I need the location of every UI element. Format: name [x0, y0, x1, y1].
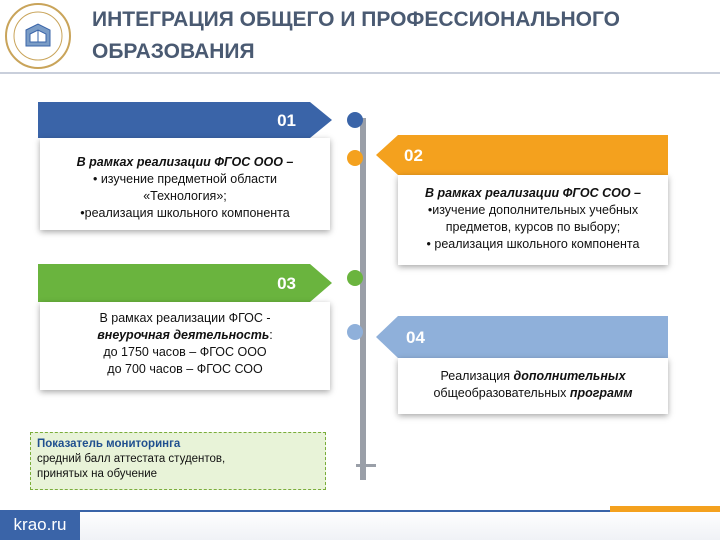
block-04-line1-prefix: Реализация — [440, 369, 514, 383]
timeline-end-tick — [356, 464, 376, 467]
monitoring-title: Показатель мониторинга — [37, 438, 181, 450]
block-02-card — [398, 175, 668, 265]
monitoring-indicator-box — [30, 432, 326, 490]
block-02-number: 02 — [404, 146, 423, 165]
block-02-line2: •изучение дополнительных учебных — [427, 203, 639, 217]
block-02-arrow — [376, 135, 398, 175]
block-04-line1-em: дополнительных — [513, 369, 626, 383]
block-03-line2: внеурочная деятельность — [97, 328, 270, 342]
block-04-arrow — [376, 316, 398, 358]
block-03-banner — [38, 264, 310, 302]
block-02-line4: • реализация школьного компонента — [426, 237, 640, 251]
block-03-arrow — [310, 264, 332, 302]
block-04-card — [398, 358, 668, 414]
block-02-banner — [398, 135, 668, 175]
block-01-card — [40, 138, 330, 230]
block-03-line1: В рамках реализации ФГОС - — [99, 311, 271, 325]
timeline-dot-01 — [347, 112, 363, 128]
footer-bar — [0, 510, 720, 540]
block-01-banner — [38, 102, 310, 138]
block-01-arrow — [310, 102, 332, 138]
page-title: ИНТЕГРАЦИЯ ОБЩЕГО И ПРОФЕССИОНАЛЬНОГО ОБРАЗОВАНИЯ — [92, 8, 620, 63]
block-03-line4: до 700 часов – ФГОС СОО — [107, 362, 263, 376]
block-01-number: 01 — [277, 111, 296, 130]
block-04-line2-em: программ — [569, 386, 633, 400]
monitoring-line2: принятых на обучение — [37, 468, 158, 480]
block-02-line3: предметов, курсов по выбору; — [445, 220, 621, 234]
block-03-card — [40, 302, 330, 390]
timeline-dot-03 — [347, 270, 363, 286]
block-04-line2-prefix: общеобразовательных — [433, 386, 570, 400]
monitoring-line1: средний балл аттестата студентов, — [37, 453, 226, 465]
block-03-line3: до 1750 часов – ФГОС ООО — [103, 345, 267, 359]
block-03-number: 03 — [277, 274, 296, 293]
logo — [4, 2, 72, 70]
block-01-line1: В рамках реализации ФГОС ООО – — [76, 155, 294, 169]
footer-divider — [80, 510, 610, 512]
header-divider — [0, 72, 720, 74]
block-01-line4: •реализация школьного компонента — [80, 206, 290, 220]
block-02-line1: В рамках реализации ФГОС СОО – — [425, 186, 641, 200]
site-link[interactable]: krao.ru — [0, 510, 80, 540]
block-01-line3: «Технология»; — [143, 189, 227, 203]
block-04-number: 04 — [406, 328, 425, 347]
block-03-line2-suffix: : — [269, 328, 273, 342]
block-04-banner — [398, 316, 668, 358]
footer-accent — [610, 506, 720, 512]
timeline-dot-02 — [347, 150, 363, 166]
block-01-line2: • изучение предметной области — [92, 172, 278, 186]
institute-seal-icon — [4, 2, 72, 70]
timeline-line — [360, 118, 366, 480]
timeline-dot-04 — [347, 324, 363, 340]
